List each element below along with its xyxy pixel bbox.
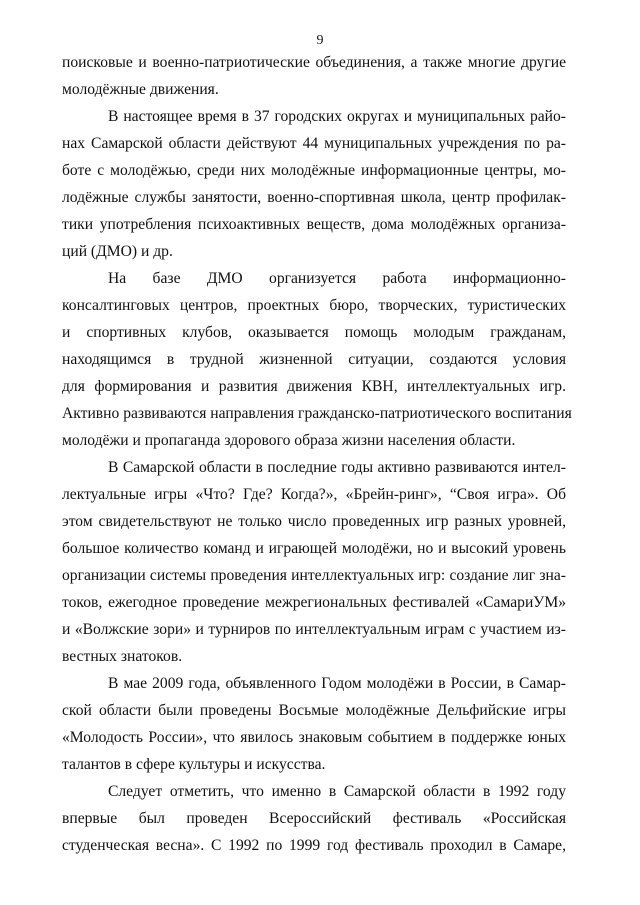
text-line: находящимся в трудной жизненной ситуации, создаются условия bbox=[62, 351, 566, 368]
text-line: лодёжные службы занятости, военно-спортивная школа, центр профилак- bbox=[62, 189, 566, 206]
text-line: и «Волжские зори» и турниров по интеллектуальным играм с участием из- bbox=[62, 621, 566, 638]
page-number: 9 bbox=[316, 33, 324, 48]
text-line: нах Самарской области действуют 44 муниципальных учреждения по ра- bbox=[62, 135, 566, 152]
text-line: этом свидетельствуют не только число проведенных игр разных уровней, bbox=[62, 513, 566, 530]
text-line: Следует отметить, что именно в Самарской области в 1992 году bbox=[108, 783, 566, 800]
text-line: организации системы проведения интеллектуальных игр: создание лиг зна- bbox=[62, 567, 566, 584]
text-line: В настоящее время в 37 городских округах и муниципальных райо- bbox=[108, 108, 566, 125]
text-line: «Молодость России», что явилось знаковым событием в поддержке юных bbox=[62, 729, 566, 746]
text-line: В Самарской области в последние годы активно развиваются интел- bbox=[108, 459, 566, 476]
text-line: На базе ДМО организуется работа информационно- bbox=[108, 270, 566, 287]
text-line: консалтинговых центров, проектных бюро, творческих, туристических bbox=[62, 297, 566, 314]
text-line: ской области были проведены Восьмые молодёжные Дельфийские игры bbox=[62, 702, 566, 719]
text-line: и спортивных клубов, оказывается помощь молодым гражданам, bbox=[62, 324, 566, 341]
text-line: тики употребления психоактивных веществ, дома молодёжных организа- bbox=[62, 216, 566, 233]
text-line: токов, ежегодное проведение межрегиональных фестивалей «СамариУМ» bbox=[62, 594, 566, 611]
text-line: большое количество команд и играющей молодёжи, но и высокий уровень bbox=[62, 540, 566, 557]
text-line: студенческая весна». С 1992 по 1999 год фестиваль проходил в Самаре, bbox=[62, 837, 566, 854]
text-line: ций (ДМО) и др. bbox=[62, 243, 173, 260]
text-line: впервые был проведен Всероссийский фестиваль «Российская bbox=[62, 810, 566, 827]
text-line: талантов в сфере культуры и искусства. bbox=[62, 756, 326, 773]
text-line: В мае 2009 года, объявленного Годом молодёжи в России, в Самар- bbox=[108, 675, 566, 692]
text-line: вестных знатоков. bbox=[62, 648, 183, 665]
text-line: Активно развиваются направления гражданско-патриотического воспитания bbox=[62, 405, 572, 422]
text-line: боте с молодёжью, среди них молодёжные информационные центры, мо- bbox=[62, 162, 566, 179]
text-line: молодёжные движения. bbox=[62, 81, 219, 98]
text-line: молодёжи и пропаганда здорового образа жизни населения области. bbox=[62, 432, 516, 449]
text-line: поисковые и военно-патриотические объединения, а также многие другие bbox=[62, 54, 566, 71]
text-line: лектуальные игры «Что? Где? Когда?», «Брейн-ринг», “Своя игра». Об bbox=[62, 486, 566, 503]
text-line: для формирования и развития движения КВН, интеллектуальных игр. bbox=[62, 378, 566, 395]
